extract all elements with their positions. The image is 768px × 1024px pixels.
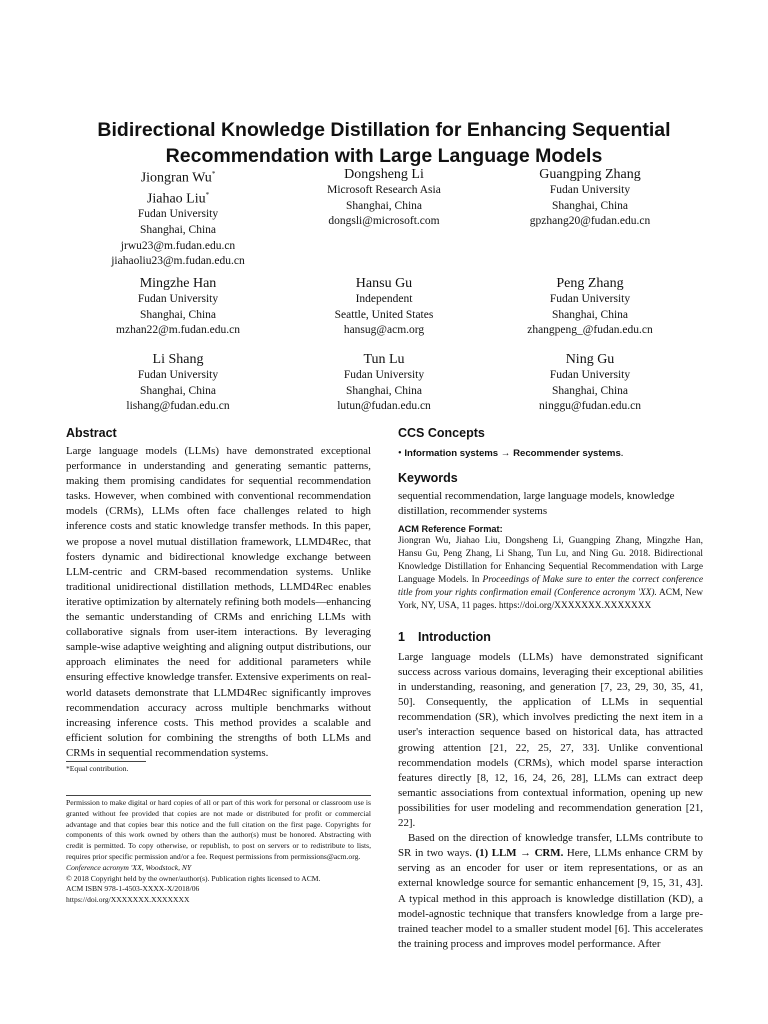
author-name: Peng Zhang (556, 276, 624, 291)
author-block (475, 351, 705, 415)
author-affiliation: Fudan University (549, 184, 631, 196)
author-block (475, 275, 705, 339)
author-name: Guangping Zhang (539, 167, 641, 182)
paper-title: Bidirectional Knowledge Distillation for Enhancing Sequential Recommendation with Large Language Models (97, 119, 671, 168)
abstract-text: Large language models (LLMs) have demonstrated exceptional performance in understanding and generating semantic patterns, making them promising candidates for sequential recommendation tasks. However, when combined with conventional recommendation models (CRMs), LLMs often face challenges related to high inference costs and static knowledge transfer methods. In this paper, we propose a novel mutual distillation framework, LLMD4Rec, that fosters dynamic and bidirectional knowledge exchange between LLM-centric and CRM-based recommendation systems. Unlike traditional unidirectional distillation methods, LLMD4Rec enables iterative optimization by alternately refining both models—enhancing the semantic understanding of CRMs and enriching LLMs with collaborative signals from user-item interactions. By leveraging sample-wise adaptive weighting and aligning output distributions, our approach eliminates the need for additional parameters while ensuring effective knowledge transfer. Extensive experiments on real-world datasets demonstrate that LLMD4Rec significantly improves recommendation accuracy across multiple benchmarks without increasing inference costs. This method provides a scalable and efficient solution for combining the strengths of both LLMs and CRMs in sequential recommendation systems. (66, 445, 371, 759)
author-email: jiahaoliu23@m.fudan.edu.cn (111, 255, 245, 268)
author-location: Shanghai, China (345, 199, 423, 212)
ccs-section (398, 425, 703, 461)
author-location: Shanghai, China (139, 308, 217, 321)
isbn-line: ACM ISBN 978-1-4503-XXXX-X/2018/06 (66, 884, 200, 894)
author-location: Shanghai, China (551, 199, 629, 212)
equal-contribution-note: *Equal contribution. (66, 764, 129, 773)
intro-paragraph: Based on the direction of knowledge transfer, LLMs contribute to SR in two ways. (1) LLM → CRM. Here, LLMs enhance CRM by serving as an encoder for user or item representations, or as an external knowledge source for semantic enhancement [9, 15, 31, 43]. A typical method in this approach is knowledge distillation (KD), a model-agnostic technique that transfers knowledge from a large pre-trained teacher model to a smaller student model [6]. This accelerates the training process and improves model performance. After (398, 832, 704, 950)
author-name: Tun Lu (363, 352, 405, 367)
author-block (269, 275, 499, 339)
author-name: Jiongran Wu* (140, 170, 216, 186)
author-affiliation: Fudan University (549, 369, 631, 381)
author-location: Shanghai, China (139, 384, 217, 397)
intro-paragraph: Large language models (LLMs) have demonstrated significant success across various domains, leveraging their exceptional abilities in understanding, reasoning, and generation [7, 23, 29, 30, 35, 41, 50]. Consequently, the application of LLMs in sequential recommendation (SR), which involves predicting the next item in a user's interaction sequence based on historical data, has attracted growing attention [21, 22, 25, 27, 33]. Unlike conventional recommendation models (CRMs), which model sparse interaction features directly [8, 12, 16, 24, 26, 28], LLMs can extract deep semantic associations from contextual information, opening up new possibilities for user modeling and recommendation generation [21, 22]. (398, 651, 703, 830)
author-email: mzhan22@m.fudan.edu.cn (116, 324, 240, 337)
reference-format-heading: ACM Reference Format: (398, 524, 503, 534)
author-name: Jiahao Liu* (146, 190, 210, 207)
author-email: jrwu23@m.fudan.edu.cn (120, 239, 236, 252)
permission-divider (66, 795, 371, 796)
author-location: Shanghai, China (551, 384, 629, 397)
author-name: Ning Gu (565, 352, 615, 367)
doi-line: https://doi.org/XXXXXXX.XXXXXXX (66, 895, 190, 905)
author-affiliation: Fudan University (137, 208, 219, 221)
footnote-divider (66, 761, 146, 762)
author-email: gpzhang20@fudan.edu.cn (529, 215, 651, 228)
author-name: Li Shang (152, 352, 204, 367)
author-block (269, 166, 499, 230)
copyright-line: © 2018 Copyright held by the owner/author(s). Publication rights licensed to ACM. (66, 873, 321, 883)
author-location: Shanghai, China (345, 384, 423, 397)
author-location: Shanghai, China (551, 308, 629, 321)
author-block (269, 351, 499, 415)
author-name: Mingzhe Han (139, 276, 217, 291)
author-email: zhangpeng_@fudan.edu.cn (527, 324, 653, 337)
author-block (63, 275, 293, 339)
author-email: dongsli@microsoft.com (328, 215, 440, 228)
keywords-section (398, 470, 703, 519)
reference-format-text: Jiongran Wu, Jiahao Liu, Dongsheng Li, Guangping Zhang, Mingzhe Han, Hansu Gu, Peng Zhang, Li Shang, Tun Lu, and Ning Gu. 2018. Bidirectional Knowledge Distillation for Enhancing Sequential Recommendation with Large Language Models. In Proceedings of Make sure to enter the correct conference title from your rights confirmation email (Conference acronym 'XX). ACM, New York, NY, USA, 11 pages. https://doi.org/XXXXXXX.XXXXXXX (398, 536, 703, 611)
abstract-heading: Abstract (66, 426, 117, 440)
author-block (63, 351, 293, 415)
ccs-concept: • Information systems → Recommender systems. (398, 448, 624, 459)
author-affiliation: Fudan University (137, 369, 219, 381)
author-name: Dongsheng Li (344, 167, 424, 182)
introduction-section (398, 629, 703, 952)
author-location: Seattle, United States (334, 308, 434, 321)
abstract-section (66, 425, 371, 761)
author-location: Shanghai, China (139, 223, 217, 236)
ccs-heading: CCS Concepts (398, 426, 485, 440)
author-block (475, 166, 705, 230)
author-name: Hansu Gu (355, 276, 413, 291)
author-affiliation: Microsoft Research Asia (327, 184, 441, 196)
permission-text: Permission to make digital or hard copies of all or part of this work for personal or classroom use is granted without fee provided that copies are not made or distributed for profit or commercial advantage and that copies bear this notice and the full citation on the first page. Copyrights for components of this work owned by others than the author(s) must be honored. Abstracting with credit is permitted. To copy otherwise, or republish, to post on servers or to redistribute to lists, requires prior specific permission and/or a fee. Request permissions from permissions@acm.org. (66, 798, 371, 861)
permission-block (66, 798, 371, 906)
author-affiliation: Fudan University (137, 293, 219, 305)
author-email: lutun@fudan.edu.cn (337, 400, 431, 413)
author-email: ninggu@fudan.edu.cn (539, 400, 641, 413)
keywords-heading: Keywords (398, 471, 458, 485)
author-block (63, 166, 293, 270)
keywords-text: sequential recommendation, large language models, knowledge distillation, recommender systems (398, 490, 675, 518)
author-affiliation: Independent (355, 293, 413, 305)
author-email: lishang@fudan.edu.cn (126, 400, 230, 413)
conference-line: Conference acronym 'XX, Woodstock, NY (66, 862, 192, 872)
author-affiliation: Fudan University (343, 369, 425, 381)
footnote (66, 764, 371, 775)
author-email: hansug@acm.org (343, 324, 425, 337)
introduction-heading: 1 Introduction (398, 630, 491, 644)
reference-format (398, 524, 703, 613)
author-affiliation: Fudan University (549, 293, 631, 305)
